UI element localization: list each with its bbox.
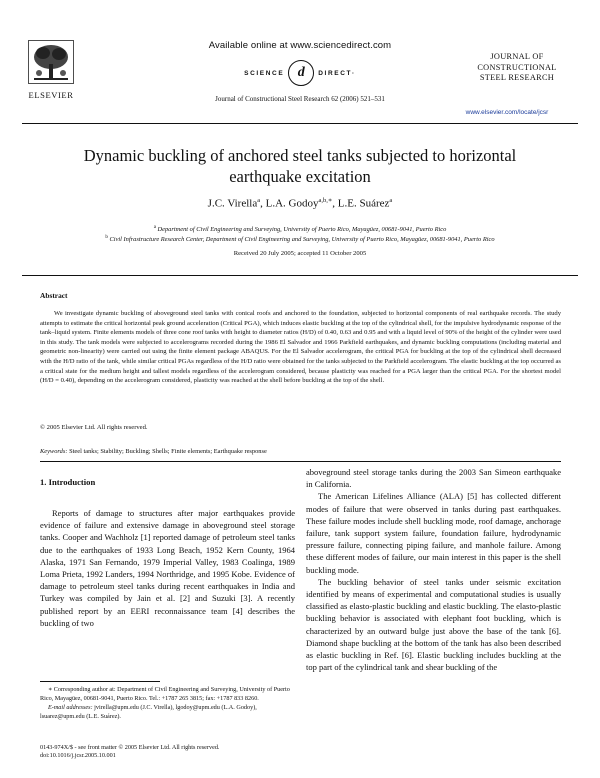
author-name: L.E. Suárez	[337, 197, 390, 210]
section-heading: 1. Introduction	[40, 477, 96, 487]
keywords-label: Keywords:	[40, 448, 68, 455]
author-sup[interactable]: a	[257, 197, 261, 204]
article-title: Dynamic buckling of anchored steel tanks subjected to horizontal earthquake excitation	[83, 146, 517, 186]
paragraph: aboveground steel storage tanks during the 2003 San Simeon earthquake in California.	[306, 467, 561, 490]
email-label: E-mail addresses:	[48, 704, 93, 712]
paragraph: The American Lifelines Alliance (ALA) [5] has collected different modes of failure that were observed in tanks during past earthquakes. These failure modes include shell buckling mode, roof damage, anchorage failure, tank support system failure, foundation failure, hydrodynamic pressure failure, connecting piping failure, and manhole failure. Among these different modes of failure, our main interest in this paper is the shell buckling mode.	[306, 491, 561, 575]
available-online-text: Available online at www.sciencedirect.com	[208, 40, 392, 51]
abstract-copyright: © 2005 Elsevier Ltd. All rights reserved.	[40, 424, 148, 431]
journal-name-line: CONSTRUCTIONAL	[477, 62, 557, 72]
sciencedirect-logo	[150, 60, 450, 86]
author-name: J.C. Virella	[207, 197, 258, 210]
author-sup[interactable]: a	[389, 197, 393, 204]
direct-label: DIRECT·	[318, 69, 356, 77]
corresponding-author-note: ∗ Corresponding author at: Department of Civil Engineering and Surveying, University of Puerto Rico, Mayagüez, 00681-9041, Puerto Rico. Tel.: +1787 265 3815; fax: +1787 833 8260.	[40, 686, 290, 702]
affiliation-b: $^b$ Civil Infrastructure Research Center, Department of Civil Engineering and Surveying, University of Puerto Rico, Mayagüez, 00681-9041, Puerto Rico	[105, 235, 495, 244]
journal-url-link[interactable]: www.elsevier.com/locate/jcsr	[465, 109, 549, 116]
keywords	[40, 448, 561, 455]
doi-line[interactable]: doi:10.1016/j.jcsr.2005.10.001	[40, 752, 116, 760]
paragraph: The buckling behavior of steel tanks under seismic excitation identified by means of experimental and computational studies is usually classified as elasto-plastic buckling and elastic buckling. The elasto-plastic buckling behavior is associated with elephant foot buckling, which is characterized by an outward bulge just above the base of the tank [6]. Diamond shape buckling at the bottom of the tank has also been described as elastic buckling in Ref. [6]. Elastic buckling includes buckling at the top part of the cylindrical tank and shear buckling of the	[306, 576, 561, 673]
abstract-divider-top	[22, 275, 578, 276]
body-column-right	[306, 466, 561, 673]
journal-name	[462, 52, 572, 84]
elsevier-tree-icon	[28, 40, 74, 84]
footnote	[40, 686, 295, 722]
footnote-divider	[40, 681, 160, 682]
journal-name-line: STEEL RESEARCH	[479, 73, 555, 82]
elsevier-logo	[22, 40, 80, 100]
journal-reference: Journal of Constructional Steel Research 62 (2006) 521–531	[215, 95, 385, 103]
email-list[interactable]: jvirella@upm.edu (J.C. Virella), lgodoy@upm.edu (L.A. Godoy), lsuarez@upm.edu (L.E. Suárez).	[40, 704, 257, 720]
sciencedirect-d-icon: d	[288, 60, 314, 86]
keywords-list: Steel tanks; Stability; Buckling; Shells; Finite elements; Earthquake response	[69, 448, 267, 455]
issn-line: 0143-974X/$ - see front matter © 2005 Elsevier Ltd. All rights reserved.	[40, 744, 220, 751]
header-center	[150, 40, 450, 103]
paragraph: Reports of damage to structures after major earthquakes provide evidence of failure and extensive damage in aboveground steel storage tanks. Cooper and Wachholz [1] reported damage of petroleum steel tanks due to the earthquakes of 1933 Long Beach, 1952 Kern County, 1964 Alaska, 1971 San Fernando, 1979 Imperial Valley, 1983 Coalinga, 1989 Loma Prieta, 1992 Landers, 1994 Northridge, and 1995 Kobe. Evidence of damage to petroleum steel tanks during recent earthquakes in India and Turkey was compiled by Jain et al. [2] and Suzuki [3]. A recently published report by an EERI reconnaissance team [4] describes the buckling of two	[40, 508, 295, 628]
received-dates: Received 20 July 2005; accepted 11 October 2005	[233, 250, 367, 257]
front-matter-info	[40, 744, 340, 761]
affiliation-a: $^a$ Department of Civil Engineering and Surveying, University of Puerto Rico, Mayagüez, 00681-9041, Puerto Rico	[153, 225, 447, 234]
journal-name-line: JOURNAL OF	[490, 52, 544, 61]
author-list: J.C. Virella$^a$, L.A. Godoy$^{a,b,∗}$, L.E. Suárez$^a$	[207, 197, 393, 210]
abstract-divider-bottom	[40, 461, 561, 462]
science-label: SCIENCE	[244, 69, 285, 77]
abstract-text: We investigate dynamic buckling of aboveground steel tanks with conical roofs and anchored to the foundation, subjected to horizontal components of real earthquake records. The study attempts to estimate the critical horizontal peak ground acceleration (Critical PGA), which induces elastic buckling at the top of the cylindrical shell, for the impulsive hydrodynamic response of the tank–liquid system. Finite elements models of three cone roof tanks with height to diameter ratios (H/D) of 0.40, 0.63 and 0.95 and with a liquid level of 90% of the height of the cylinder were used in this study. The tank models were subjected to accelerograms recorded during the 1986 El Salvador and 1966 Parkfield earthquakes, and dynamic buckling computations (including material and geometric non-linearity) were carried out using the finite element package ABAQUS. For the El Salvador accelerogram, the critical PGA for buckling at the top of the cylindrical shell decreased with the H/D ratio of the tank, while similar critical PGAs regardless of the H/D ratio were obtained for the tanks subjected to the Parkfield accelerogram. The elastic buckling at the top occurred as a critical state for the medium height and tallest models regardless of the accelerogram considered, because plasticity was reached for a PGA larger than the critical PGA. For the shortest model (H/D = 0.40), depending on the accelerogram considered, plasticity was reached at the shell before buckling at the top of the shell.	[40, 310, 561, 385]
abstract-heading: Abstract	[40, 291, 68, 300]
header-divider	[22, 123, 578, 124]
email-addresses	[40, 704, 295, 721]
publisher-name: ELSEVIER	[28, 90, 74, 100]
author-name: L.A. Godoy	[265, 197, 319, 210]
body-column-left	[40, 507, 295, 629]
author-sup[interactable]: a,b,∗	[318, 197, 333, 204]
